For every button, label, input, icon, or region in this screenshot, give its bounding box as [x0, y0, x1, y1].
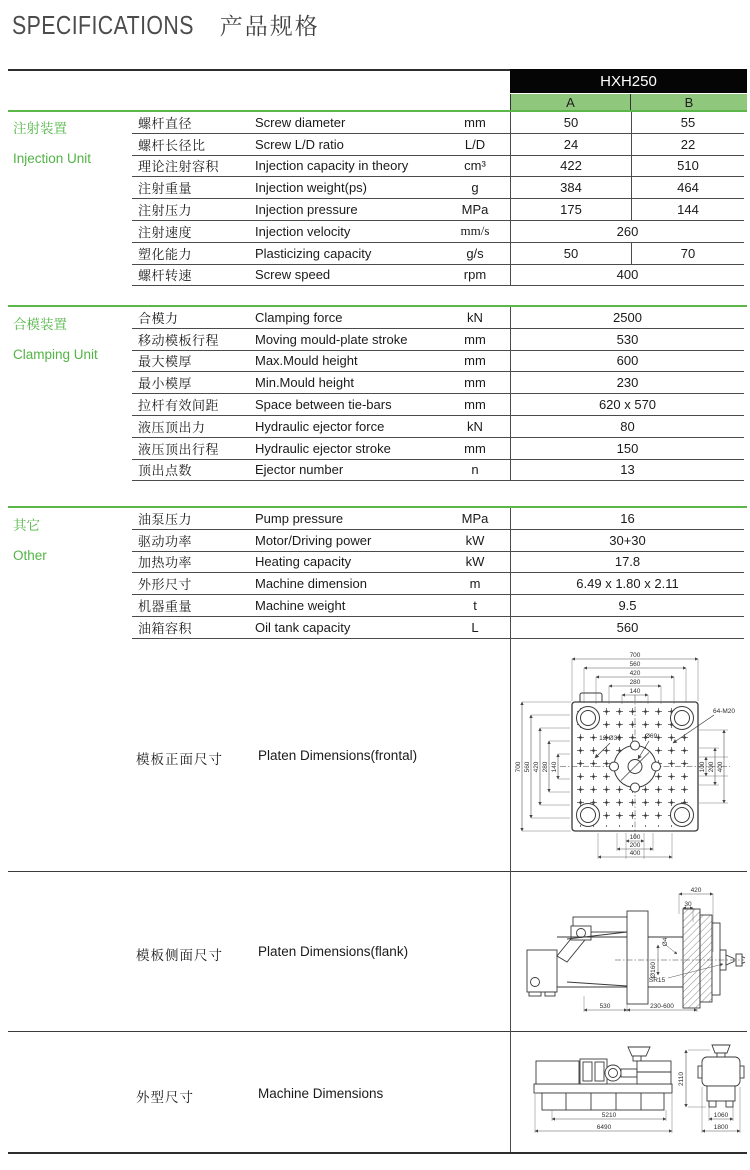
spec-values	[510, 530, 744, 551]
spec-unit: kN	[467, 309, 483, 325]
dim-label: 560	[524, 761, 531, 773]
dim-label: 400	[717, 761, 724, 773]
spec-values	[510, 177, 744, 198]
spec-name-en: Min.Mould height	[255, 375, 354, 391]
spec-name-en: Machine weight	[255, 598, 346, 614]
value-b: 510	[677, 158, 699, 174]
spec-unit: kN	[467, 418, 483, 434]
spec-values	[510, 552, 744, 573]
spec-unit: kW	[465, 532, 485, 548]
spec-name-en: Screw L/D ratio	[255, 136, 344, 152]
dim-label: 420	[690, 887, 702, 894]
dim-label: Ø4	[662, 937, 669, 947]
section-label-injection	[13, 114, 131, 174]
table-row	[132, 595, 744, 617]
value-merged: 6.49 x 1.80 x 2.11	[576, 576, 679, 592]
section-label-en: Injection Unit	[13, 151, 92, 166]
column-b-header: B	[631, 94, 747, 110]
spec-unit: MPa	[461, 510, 489, 526]
dim-label: 200	[629, 842, 641, 849]
spec-name-en: Ejector number	[255, 462, 344, 478]
spec-name-cn: 理论注射容积	[138, 159, 220, 175]
spec-values	[510, 394, 744, 415]
spec-name-en: Injection velocity	[255, 223, 351, 239]
table-row	[132, 199, 744, 221]
spec-unit: n	[471, 462, 479, 478]
spec-unit: mm	[464, 375, 486, 391]
bolt-callout: 64-M20	[712, 708, 736, 715]
spec-name-cn: 油泵压力	[138, 511, 193, 527]
dim-label: 230-600	[650, 1003, 674, 1010]
spec-name-en: Space between tie-bars	[255, 397, 392, 413]
spec-values	[510, 573, 744, 594]
value-a: 50	[511, 243, 632, 264]
dim-label: 560	[629, 661, 641, 668]
dim-label: 2110	[678, 1072, 685, 1086]
machine-dimensions-drawing	[516, 1044, 746, 1144]
table-row	[132, 508, 744, 530]
section-label-en: Other	[13, 548, 47, 563]
table-row	[132, 351, 744, 373]
dim-label: 100	[699, 761, 706, 773]
dim-label: 100	[629, 834, 641, 841]
model-name: HXH250	[600, 72, 657, 90]
spec-values	[510, 329, 744, 350]
spec-values	[510, 595, 744, 616]
machine-label-cn: 外型尺寸	[136, 1090, 194, 1105]
spec-name-cn: 塑化能力	[138, 246, 193, 262]
spec-name-en: Pump pressure	[255, 510, 344, 526]
ab-header-row	[510, 94, 747, 110]
dim-label: 200	[708, 761, 715, 773]
dim-label: SR15	[648, 977, 666, 984]
platen-flank-drawing	[515, 884, 745, 1030]
value-merged: 600	[616, 353, 639, 369]
dim-label: 280	[629, 679, 641, 686]
spec-name-cn: 拉杆有效间距	[138, 398, 220, 414]
dim-label: 420	[629, 670, 641, 677]
spec-values	[510, 134, 744, 155]
spec-values	[510, 156, 744, 177]
table-row	[132, 112, 744, 134]
spec-unit: mm	[464, 440, 486, 456]
spec-name-en: Max.Mould height	[255, 353, 358, 369]
spec-unit: mm	[464, 114, 486, 130]
table-row	[132, 329, 744, 351]
spec-name-cn: 加热功率	[138, 555, 193, 571]
value-merged: 80	[620, 418, 635, 434]
table-row	[132, 573, 744, 595]
value-a: 175	[511, 199, 632, 220]
spec-values	[510, 199, 744, 220]
spec-unit: g/s	[466, 245, 484, 261]
table-row	[132, 438, 744, 460]
table-row	[132, 134, 744, 156]
table-row	[132, 156, 744, 178]
dim-label: 420	[533, 761, 540, 773]
table-row	[132, 221, 744, 243]
spec-unit: t	[473, 598, 477, 614]
value-merged: 530	[616, 331, 639, 347]
value-merged: 13	[620, 462, 635, 478]
flank-label-en: Platen Dimensions(flank)	[258, 944, 409, 959]
spec-name-en: Oil tank capacity	[255, 619, 351, 635]
spec-unit: mm	[464, 353, 486, 369]
value-merged: 150	[616, 440, 639, 456]
spec-values	[510, 508, 744, 529]
frontal-label-en: Platen Dimensions(frontal)	[258, 748, 418, 763]
table-row	[132, 552, 744, 574]
page-title	[12, 8, 320, 41]
clamping-unit-table	[132, 307, 744, 481]
page-title-en: SPECIFICATIONS	[12, 10, 194, 40]
spec-unit: L/D	[464, 136, 486, 152]
spec-values	[510, 307, 744, 328]
table-row	[132, 265, 744, 287]
table-row	[132, 394, 744, 416]
other-table	[132, 508, 744, 639]
value-merged: 620 x 570	[598, 397, 657, 413]
value-a: 24	[511, 134, 632, 155]
machine-label-en: Machine Dimensions	[258, 1086, 384, 1101]
spec-name-en: Clamping force	[255, 309, 343, 325]
column-a-header: A	[510, 94, 631, 110]
value-merged: 9.5	[618, 598, 637, 614]
spec-unit: rpm	[463, 267, 487, 283]
value-merged: 260	[616, 223, 639, 239]
section-label-en: Clamping Unit	[13, 347, 98, 362]
spec-unit: mm/s	[460, 223, 490, 239]
spec-name-cn: 最大模厚	[138, 354, 193, 370]
dim-label: 280	[542, 761, 549, 773]
spec-values	[510, 265, 744, 286]
spec-name-cn: 液压顶出行程	[138, 441, 220, 457]
dim-label: 140	[551, 761, 558, 773]
spec-name-en: Injection capacity in theory	[255, 158, 409, 174]
spec-values	[510, 460, 744, 481]
spec-unit: kW	[465, 554, 485, 570]
spec-name-en: Hydraulic ejector force	[255, 418, 385, 434]
spec-name-cn: 液压顶出力	[138, 419, 206, 435]
dim-label: 6490	[596, 1124, 612, 1131]
value-merged: 16	[620, 510, 635, 526]
value-b: 70	[680, 245, 696, 261]
spec-name-cn: 注射速度	[138, 224, 193, 240]
spec-values	[510, 351, 744, 372]
dim-label: 1060	[713, 1112, 729, 1119]
spec-unit: MPa	[461, 202, 489, 218]
spec-values	[510, 617, 744, 638]
spec-name-en: Hydraulic ejector stroke	[255, 440, 391, 456]
spec-name-cn: 机器重量	[138, 599, 193, 615]
spec-name-en: Injection weight(ps)	[255, 180, 367, 196]
dim-label: 530	[599, 1003, 611, 1010]
table-row	[132, 372, 744, 394]
spec-name-cn: 外形尺寸	[138, 577, 193, 593]
section-label-cn: 注射装置	[13, 121, 67, 136]
spec-unit: m	[469, 576, 481, 592]
spec-name-cn: 顶出点数	[138, 463, 193, 479]
value-merged: 30+30	[609, 532, 646, 548]
section-label-cn: 合模装置	[13, 317, 67, 332]
spec-values	[510, 438, 744, 459]
value-b: 144	[677, 202, 699, 218]
spec-name-cn: 合模力	[138, 310, 179, 326]
value-b: 55	[680, 114, 696, 130]
section-label-other	[13, 511, 131, 571]
value-merged: 560	[616, 619, 639, 635]
table-row	[132, 530, 744, 552]
injection-unit-table	[132, 112, 744, 286]
dim-label: 5210	[601, 1112, 617, 1119]
spec-name-en: Plasticizing capacity	[255, 245, 372, 261]
section-label-clamping	[13, 310, 131, 370]
spec-unit: g	[471, 180, 479, 196]
spec-unit: cm³	[464, 158, 486, 174]
spec-name-cn: 移动模板行程	[138, 332, 220, 348]
spec-name-cn: 最小模厚	[138, 376, 193, 392]
dim-label: Ø160	[650, 962, 657, 978]
spec-name-en: Machine dimension	[255, 576, 368, 592]
table-row	[132, 416, 744, 438]
section-label-cn: 其它	[13, 518, 40, 533]
spec-values	[510, 372, 744, 393]
dim-label: 30	[684, 901, 692, 908]
frontal-label-cn: 模板正面尺寸	[136, 752, 223, 767]
center-hole-callout: Ø69	[644, 733, 658, 740]
dim-label: 700	[515, 761, 522, 773]
value-a: 422	[511, 156, 632, 177]
value-merged: 230	[616, 375, 639, 391]
spec-name-cn: 螺杆转速	[138, 268, 193, 284]
spec-name-en: Heating capacity	[255, 554, 352, 570]
value-merged: 400	[616, 267, 639, 283]
dim-label: 700	[629, 652, 641, 659]
spec-name-en: Screw speed	[255, 267, 331, 283]
value-a: 384	[511, 177, 632, 198]
spec-values	[510, 112, 744, 133]
value-merged: 2500	[613, 309, 642, 325]
holes-callout: 12-Ø36	[599, 735, 621, 742]
drawing-divider-2	[8, 1031, 747, 1032]
spec-name-cn: 注射压力	[138, 203, 193, 219]
spec-name-cn: 注射重量	[138, 181, 193, 197]
spec-name-cn: 螺杆直径	[138, 115, 193, 131]
spec-name-en: Injection pressure	[255, 202, 358, 218]
spec-name-cn: 油箱容积	[138, 620, 193, 636]
model-header	[510, 69, 747, 93]
spec-unit: mm	[464, 397, 486, 413]
spec-values	[510, 221, 744, 242]
flank-label-cn: 模板侧面尺寸	[136, 948, 223, 963]
spec-name-cn: 螺杆长径比	[138, 137, 206, 153]
page-title-zh: 产品规格	[219, 13, 320, 39]
table-row	[132, 307, 744, 329]
table-row	[132, 617, 744, 639]
spec-values	[510, 416, 744, 437]
platen-frontal-drawing	[510, 647, 744, 871]
value-merged: 17.8	[614, 554, 641, 570]
dim-label: 1800	[713, 1124, 729, 1131]
table-row	[132, 177, 744, 199]
value-a: 50	[511, 112, 632, 133]
drawing-divider-1	[8, 871, 747, 872]
dim-label: 140	[629, 688, 641, 695]
table-bottom-border	[8, 1152, 747, 1154]
table-row	[132, 460, 744, 482]
table-row	[132, 243, 744, 265]
spec-name-en: Moving mould-plate stroke	[255, 331, 408, 347]
value-b: 464	[677, 180, 699, 196]
dim-label: 400	[629, 850, 641, 857]
spec-unit: mm	[464, 331, 486, 347]
spec-unit: L	[471, 619, 479, 635]
spec-name-en: Motor/Driving power	[255, 532, 372, 548]
spec-values	[510, 243, 744, 264]
value-b: 22	[680, 136, 696, 152]
spec-name-en: Screw diameter	[255, 114, 346, 130]
spec-name-cn: 驱动功率	[138, 533, 193, 549]
